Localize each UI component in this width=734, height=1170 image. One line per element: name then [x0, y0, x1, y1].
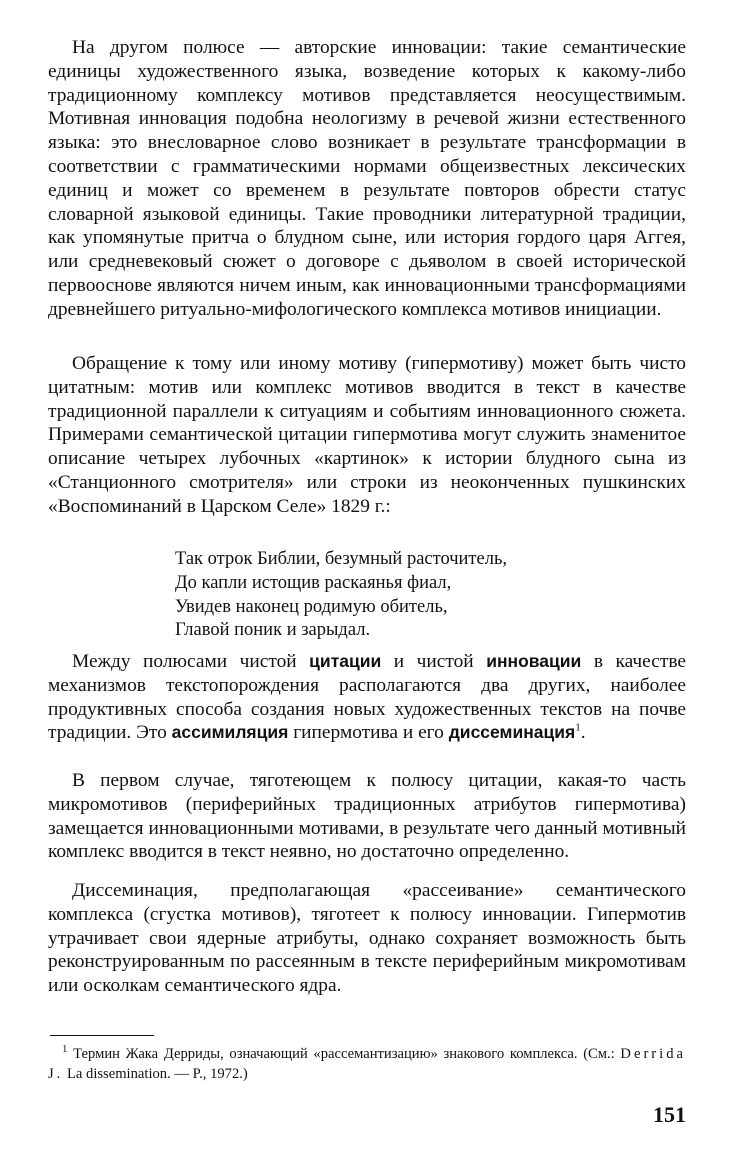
paragraph-assimilation — [48, 650, 686, 745]
poem-line: Так отрок Библии, безумный расточитель, — [175, 549, 508, 569]
poem-line: До капли истощив раскаянья фиал, — [175, 572, 452, 593]
footnote-author: Derrida J. — [48, 1046, 686, 1082]
footnote-divider — [50, 1035, 154, 1036]
text-run: La dissemination. — P., 1972.) — [63, 1066, 248, 1082]
text-run: в качестве механизмов текстопорождения располагаются два других, наиболее продуктивных способа создания новых художественных текстов на почве традиции. Это — [48, 651, 686, 744]
term-dissemination: диссеминация — [448, 722, 576, 743]
poem-line: Главой поник и зарыдал. — [175, 620, 371, 641]
text-run: Между полюсами чистой — [72, 651, 310, 672]
poem-line: Увидев наконец родимую обитель, — [175, 596, 448, 617]
poem-quote — [175, 548, 507, 643]
footnote-marker: 1 — [575, 721, 581, 734]
paragraph-dissemination: Диссеминация, предполагающая «рассеивание» семантического комплекса (сгустка мотивов), тяготеет к полюсу инновации. Гипермотив утрачивает свои ядерные атрибуты, однако сохраняет возможность быть реконструированным по рассеянным в тексте периферийным микромотивам или осколкам семантического ядра. — [48, 880, 686, 997]
paragraph-citation: Обращение к тому или иному мотиву (гипермотиву) может быть чисто цитатным: мотив или комплекс мотивов вводится в текст в качестве традиционной параллели к ситуациям и событиям инновационного сюжета. Примерами семантической цитации гипермотива могут служить знаменитое описание четырех лубочных «картинок» к истории блудного сына из «Станционного смотрителя» или строки из неоконченных пушкинских «Воспоминаний в Царском Селе» 1829 г.: — [48, 353, 686, 517]
text-run: Термин Жака Дерриды, означающий «рассемантизацию» знакового комплекса. (См.: — [67, 1046, 621, 1062]
term-assimilation: ассимиляция — [171, 722, 289, 743]
paragraph-first-case: В первом случае, тяготеющем к полюсу цитации, какая-то часть микромотивов (периферийных традиционных атрибутов гипермотива) замещается инновационными мотивами, в результате чего данный мотивный комплекс вводится в текст неявно, но достаточно определенно. — [48, 770, 686, 863]
paragraph-author-innovations: На другом полюсе — авторские инновации: такие семантические единицы художественного языка, возведение которых к какому-либо традиционному комплексу мотивов представляется неосуществимым. Мотивная инновация подобна неологизму в речевой жизни естественного языка: это внесловарное слово возникает в результате трансформации в соответствии с грамматическими нормами общеизвестных лексических единиц и может со временем в результате повторов обрести статус словарной языковой единицы. Такие проводники литературной традиции, как упомянутые притча о блудном сыне, или история гордого царя Аггея, или средневековый сюжет о договоре с дьяволом в своей исторической первооснове являются ничем иным, как инновационными трансформациями древнейшего ритуально-мифологического комплекса мотивов инициации. — [48, 37, 686, 320]
page-number: 151 — [653, 1102, 686, 1127]
footnote — [48, 1044, 686, 1084]
text-run: гипермотива и его — [288, 722, 449, 744]
text-run: и чистой — [381, 651, 487, 672]
term-citation: цитации — [309, 651, 382, 671]
term-innovation: инновации — [486, 651, 582, 671]
text-run: . — [580, 722, 586, 744]
footnote-number: 1 — [62, 1043, 68, 1056]
